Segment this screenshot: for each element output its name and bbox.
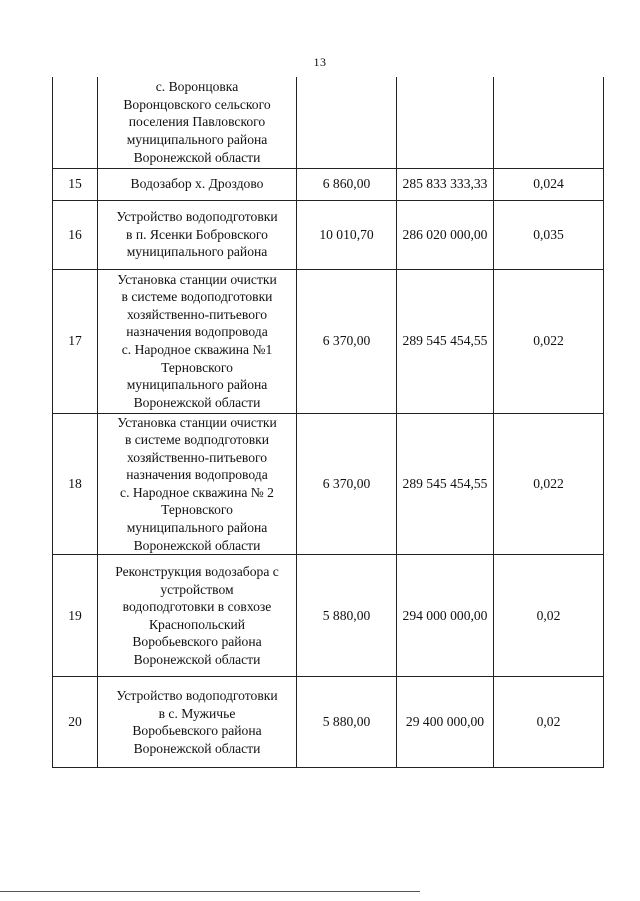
page-bottom-divider (0, 891, 420, 892)
object-name-line: Воробьевского района (132, 723, 262, 739)
object-name-line: Воробьевского района (132, 634, 262, 650)
capacity-value-cell: 10 010,70 (297, 200, 397, 269)
object-name-line: Воронцовского сельского (123, 96, 271, 112)
table-row (53, 269, 604, 413)
object-name-cell (98, 200, 297, 269)
object-name-line: водоподготовки в совхозе (122, 599, 272, 615)
object-name-line: хозяйственно-питьевого (126, 306, 268, 322)
object-name-line: с. Воронцовка (155, 79, 239, 95)
object-name-line: в с. Мужичье (158, 705, 236, 721)
object-name-line: устройством (160, 581, 234, 597)
ratio-cell: 0,022 (494, 269, 604, 413)
object-name-line: Воронежской области (133, 537, 261, 553)
cost-total-cell: 29 400 000,00 (397, 677, 494, 768)
object-name-line: назначения водопровода (126, 324, 268, 340)
object-name-cell (98, 555, 297, 677)
object-name-line: Воронежской области (133, 740, 261, 756)
object-name-line: Воронежской области (133, 651, 261, 667)
object-name-line: в п. Ясенки Бобровского (126, 226, 268, 242)
object-name-line: в системе водоподготовки (121, 289, 273, 305)
object-name-line: Воронежской области (133, 149, 261, 165)
row-number-cell: 17 (53, 269, 98, 413)
table-row (53, 555, 604, 677)
cost-total-cell: 289 545 454,55 (397, 269, 494, 413)
cost-total-cell (397, 77, 494, 168)
object-name-cell (98, 413, 297, 555)
ratio-cell: 0,02 (494, 677, 604, 768)
cost-total-cell: 294 000 000,00 (397, 555, 494, 677)
capacity-value-cell: 6 860,00 (297, 168, 397, 200)
table-row (53, 168, 604, 200)
capacity-value-cell (297, 77, 397, 168)
object-name-line: Терновского (161, 502, 233, 518)
table-row (53, 677, 604, 768)
object-name-line: с. Народное скважина № 2 (120, 484, 274, 500)
row-number-cell (53, 77, 98, 168)
ratio-cell: 0,035 (494, 200, 604, 269)
table-row (53, 413, 604, 555)
object-name-line: Воронежской области (133, 394, 261, 410)
data-table (52, 77, 604, 768)
object-name-line: Устройство водоподготовки (116, 209, 278, 225)
object-name-line: Терновского (161, 359, 233, 375)
object-name-line: Реконструкция водозабора с (115, 563, 279, 579)
object-name-line: хозяйственно-питьевого (126, 449, 268, 465)
ratio-cell: 0,024 (494, 168, 604, 200)
capacity-value-cell: 6 370,00 (297, 413, 397, 555)
object-name-line: муниципального района (126, 377, 268, 393)
row-number-cell: 16 (53, 200, 98, 269)
object-name-line: Установка станции очистки (117, 271, 277, 287)
capacity-value-cell: 5 880,00 (297, 677, 397, 768)
object-name-line: муниципального района (126, 520, 268, 536)
object-name-cell (98, 168, 297, 200)
object-name-line: муниципального района (126, 132, 268, 148)
table-row (53, 200, 604, 269)
page-number: 13 (313, 55, 327, 69)
cost-total-cell: 285 833 333,33 (397, 168, 494, 200)
capacity-value-cell: 6 370,00 (297, 269, 397, 413)
object-name-line: Краснопольский (148, 616, 246, 632)
object-name-line: Устройство водоподготовки (116, 688, 278, 704)
table-row (53, 77, 604, 168)
object-name-line: назначения водопровода (126, 467, 268, 483)
ratio-cell: 0,022 (494, 413, 604, 555)
ratio-cell (494, 77, 604, 168)
row-number-cell: 20 (53, 677, 98, 768)
capacity-value-cell: 5 880,00 (297, 555, 397, 677)
object-name-cell (98, 269, 297, 413)
object-name-line: муниципального района (126, 244, 268, 260)
object-name-line: в системе водподготовки (124, 432, 270, 448)
object-name-cell (98, 77, 297, 168)
row-number-cell: 18 (53, 413, 98, 555)
table-body (53, 77, 604, 768)
object-name-line: с. Народное скважина №1 (121, 342, 273, 357)
object-name-cell (98, 677, 297, 768)
object-name-line: Установка станции очистки (117, 414, 277, 430)
row-number-cell: 15 (53, 168, 98, 200)
object-name-line: Водозабор х. Дроздово (130, 176, 264, 192)
cost-total-cell: 289 545 454,55 (397, 413, 494, 555)
object-name-line: поселения Павловского (128, 114, 266, 130)
cost-total-cell: 286 020 000,00 (397, 200, 494, 269)
ratio-cell: 0,02 (494, 555, 604, 677)
row-number-cell: 19 (53, 555, 98, 677)
